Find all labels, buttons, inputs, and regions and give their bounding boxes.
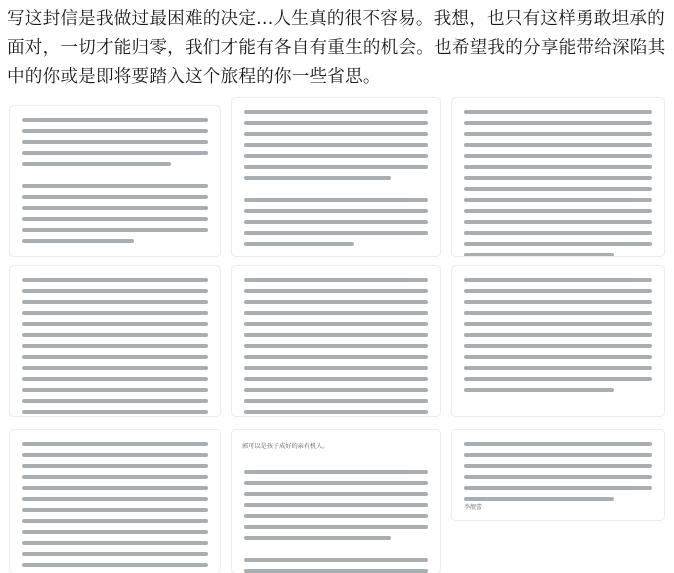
letter-text-lines <box>464 278 652 399</box>
post-intro-text: 写这封信是我做过最困难的决定...人生真的很不容易。我想，也只有这样勇敢坦承的面对，一切才能归零，我们才能有各自有重生的机会。也希望我的分享能带给深陷其中的你或是即将要踏入这个旅程的你一些省思。 <box>7 9 666 87</box>
letter-page-6[interactable] <box>452 266 664 416</box>
letter-text-lines <box>244 470 428 573</box>
letter-text-lines <box>244 110 428 253</box>
letter-page-5[interactable] <box>232 266 440 416</box>
letter-text-lines <box>22 278 208 416</box>
letter-page-8[interactable] <box>232 430 440 573</box>
letter-page-9[interactable] <box>452 430 664 520</box>
letter-page-3[interactable] <box>452 98 664 256</box>
letter-text-lines <box>244 278 428 416</box>
letter-first-line: 郭可以是孩子成好的亲有机人。 <box>242 443 329 450</box>
letter-text-lines <box>22 118 208 250</box>
letter-page-2[interactable] <box>232 98 440 256</box>
letter-signature: 李靓蕾 <box>464 504 483 511</box>
letter-text-lines <box>22 442 208 573</box>
letter-page-7[interactable] <box>10 430 220 573</box>
letter-image-grid <box>6 98 668 573</box>
letter-page-4[interactable] <box>10 266 220 416</box>
letter-text-lines <box>464 110 652 256</box>
letter-page-1[interactable] <box>10 106 220 256</box>
letter-text-lines <box>464 442 652 508</box>
